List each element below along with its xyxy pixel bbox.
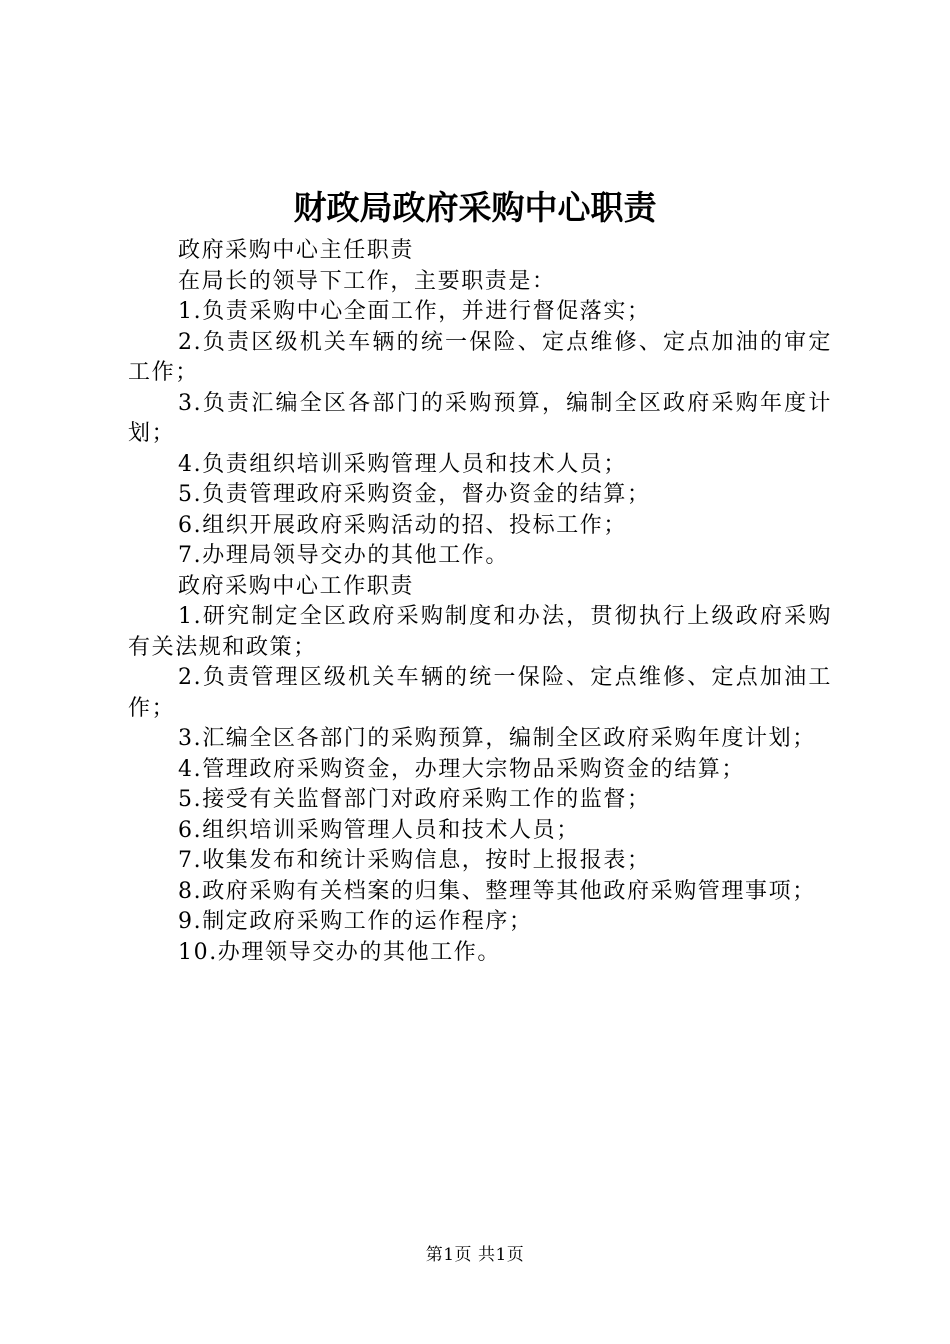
center-duty-1: 1.研究制定全区政府采购制度和办法，贯彻执行上级政府采购有关法规和政策；	[128, 604, 832, 660]
section-heading-director-duties: 政府采购中心主任职责	[178, 238, 415, 263]
document-title: 财政局政府采购中心职责	[293, 188, 657, 227]
intro-paragraph: 在局长的领导下工作，主要职责是：	[178, 268, 556, 294]
center-duty-4: 4.管理政府采购资金，办理大宗物品采购资金的结算；	[178, 756, 745, 782]
director-duty-5: 5.负责管理政府采购资金，督办资金的结算；	[178, 482, 651, 507]
center-duty-7: 7.收集发布和统计采购信息，按时上报报表；	[178, 848, 651, 873]
director-duty-7: 7.办理局领导交办的其他工作。	[178, 543, 509, 568]
document-body	[128, 236, 832, 968]
center-duty-10: 10.办理领导交办的其他工作。	[178, 939, 501, 965]
center-duty-6: 6.组织培训采购管理人员和技术人员；	[178, 817, 580, 843]
page-footer: 第1页 共1页	[425, 1245, 525, 1265]
director-duty-3: 3.负责汇编全区各部门的采购预算，编制全区政府采购年度计划；	[128, 390, 832, 446]
center-duty-9: 9.制定政府采购工作的运作程序；	[178, 909, 533, 934]
center-duty-3: 3.汇编全区各部门的采购预算，编制全区政府采购年度计划；	[178, 726, 816, 751]
section-heading-center-duties: 政府采购中心工作职责	[178, 573, 415, 599]
director-duty-1: 1.负责采购中心全面工作，并进行督促落实；	[178, 299, 651, 324]
director-duty-6: 6.组织开展政府采购活动的招、投标工作；	[178, 512, 627, 538]
director-duty-2: 2.负责区级机关车辆的统一保险、定点维修、定点加油的审定工作；	[128, 329, 832, 385]
center-duty-5: 5.接受有关监督部门对政府采购工作的监督；	[178, 787, 651, 812]
center-duty-2: 2.负责管理区级机关车辆的统一保险、定点维修、定点加油工作；	[128, 665, 832, 721]
center-duty-8: 8.政府采购有关档案的归集、整理等其他政府采购管理事项；	[178, 878, 816, 904]
director-duty-4: 4.负责组织培训采购管理人员和技术人员；	[178, 451, 627, 477]
